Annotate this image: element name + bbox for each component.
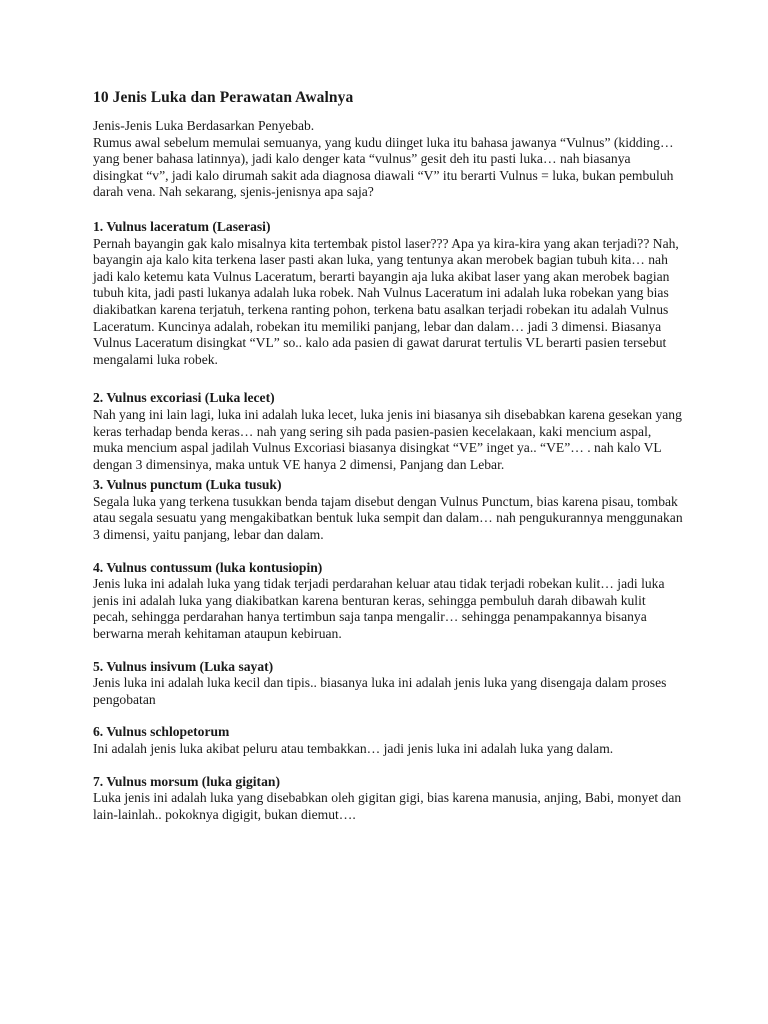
section-heading: 2. Vulnus excoriasi (Luka lecet): [93, 390, 275, 406]
section-heading: 4. Vulnus contussum (luka kontusiopin): [93, 559, 323, 575]
section-body: Segala luka yang terkena tusukkan benda tajam disebut dengan Vulnus Punctum, bias karena pisau, tombak atau segala sesuatu yang mengakibatkan bentuk luka sempit dan dalam… nah pengukurannya menggunakan 3 dimensi, yaitu panjang, lebar dan dalam.: [93, 493, 683, 543]
section-vulnus-laceratum: [93, 219, 683, 368]
section-heading: 7. Vulnus morsum (luka gigitan): [93, 773, 280, 789]
section-body: Jenis luka ini adalah luka kecil dan tipis.. biasanya luka ini adalah jenis luka yang disengaja dalam proses pengobatan: [93, 675, 667, 707]
section-body: Ini adalah jenis luka akibat peluru atau tembakkan… jadi jenis luka ini adalah luka yang dalam.: [93, 741, 614, 756]
section-vulnus-excoriasi: [93, 390, 683, 473]
section-body: Nah yang ini lain lagi, luka ini adalah luka lecet, luka jenis ini biasanya sih disebabkan karena gesekan yang keras terhadap benda keras… nah yang sering sih pada pasien-pasien kecelakaan, kaki mencium aspal, muka mencium aspal jadilah Vulnus Excoriasi biasanya disingkat “VE” inget ya.. “VE”… . nah kalo VL dengan 3 dimensinya, maka untuk VE hanya 2 dimensi, Panjang dan Lebar.: [93, 406, 682, 472]
section-vulnus-punctum: [93, 477, 683, 543]
section-heading: 1. Vulnus laceratum (Laserasi): [93, 218, 271, 234]
intro-block: [93, 118, 683, 201]
section-vulnus-contussum: [93, 560, 683, 643]
section-vulnus-morsum: [93, 774, 683, 824]
document-title: 10 Jenis Luka dan Perawatan Awalnya: [93, 89, 354, 106]
section-vulnus-insivum: [93, 659, 683, 709]
document-page: [93, 88, 683, 839]
section-heading: 5. Vulnus insivum (Luka sayat): [93, 658, 274, 674]
section-vulnus-schlopetorum: [93, 724, 683, 757]
section-body: Jenis luka ini adalah luka yang tidak terjadi perdarahan keluar atau tidak terjadi robekan kulit… jadi luka jenis ini adalah luka yang diakibatkan karena benturan keras, sehingga pembuluh darah dibawah kulit pecah, sehingga perdarahan hanya tertimbun saja tanpa mengalir… sehingga penampakannya bisanya berwarna merah kehitaman ataupun kebiruan.: [93, 576, 665, 642]
section-body: Luka jenis ini adalah luka yang disebabkan oleh gigitan gigi, bias karena manusia, anjing, Babi, monyet dan lain-lainlah.. pokoknya digigit, bukan diemut….: [93, 790, 682, 822]
intro-subtitle: Jenis-Jenis Luka Berdasarkan Penyebab.: [93, 118, 315, 133]
section-heading: 6. Vulnus schlopetorum: [93, 724, 230, 740]
intro-text: Rumus awal sebelum memulai semuanya, yang kudu diinget luka itu bahasa jawanya “Vulnus” (kidding… yang bener bahasa latinnya), jadi kalo denger kata “vulnus” gesit deh itu pasti luka… nah biasanya disingkat “v”, jadi kalo dirumah sakit ada diagnosa diawali “V” itu berarti Vulnus = luka, bukan pembuluh darah vena. Nah sekarang, sjenis-jenisnya apa saja?: [93, 134, 674, 200]
section-body: Pernah bayangin gak kalo misalnya kita tertembak pistol laser??? Apa ya kira-kira yang akan terjadi?? Nah, bayangin aja kalo kita terkena laser pasti akan luka, yang tentunya akan merobek bagian tubuh kita… nah jadi kalo ketemu kata Vulnus Laceratum, berarti bayangin aja luka akibat laser yang akan merobek bagian tubuh kita, jadi pasti lukanya adalah luka robek. Nah Vulnus Laceratum ini adalah luka robekan yang bias diakibatkan karena terjatuh, terkena ranting pohon, terkena batu asalkan terjadi robekan itu adalah Vulnus Laceratum. Kuncinya adalah, robekan itu memiliki panjang, lebar dan dalam… jadi 3 dimensi. Biasanya Vulnus Laceratum disingkat “VL” so.. kalo ada pasien di gawat darurat tertulis VL berarti pasien tersebut mengalami luka robek.: [93, 235, 679, 367]
section-heading: 3. Vulnus punctum (Luka tusuk): [93, 477, 282, 493]
